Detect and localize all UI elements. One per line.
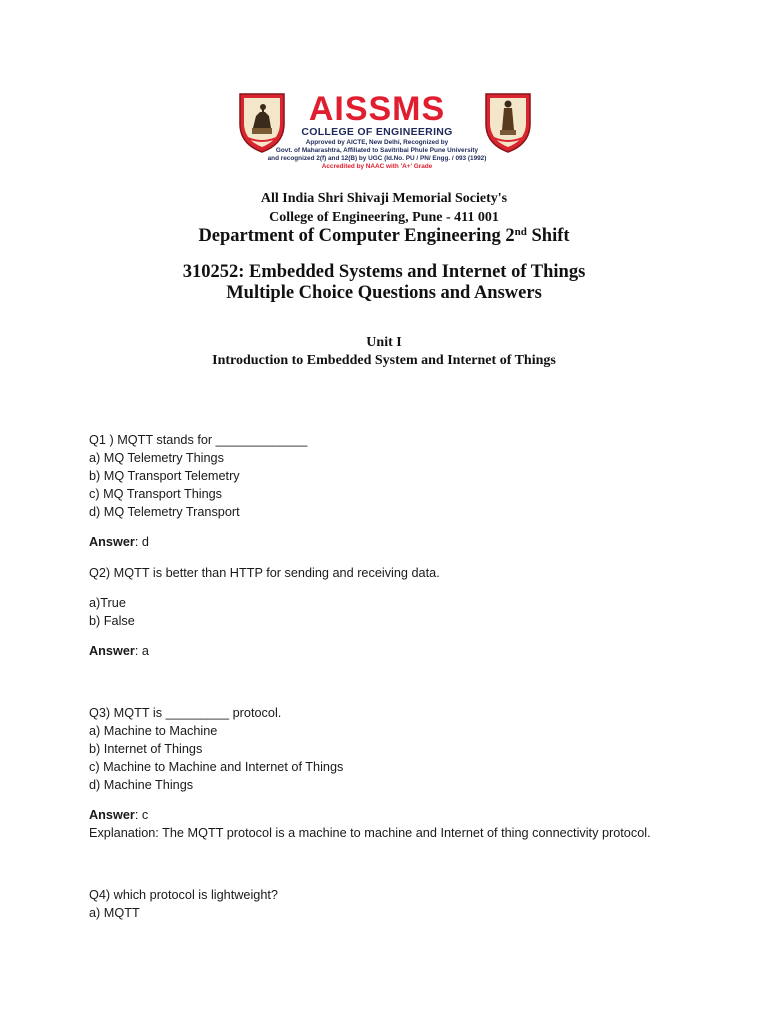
department-prefix: Department of Computer Engineering 2 <box>198 226 515 246</box>
unit-heading: Unit I <box>366 335 402 350</box>
answer-option: d) MQ Telemetry Transport <box>89 505 240 519</box>
answer-label: Answer <box>89 644 135 658</box>
approval-line: Govt. of Maharashtra, Affiliated to Savitribai Phule Pune University <box>275 147 479 154</box>
explanation-text: Explanation: The MQTT protocol is a machine to machine and Internet of thing connectivity protocol. <box>89 826 651 840</box>
answer-option: a) Machine to Machine <box>89 724 218 738</box>
accreditation-line: Accredited by NAAC with 'A+' Grade <box>321 163 433 170</box>
unit-title: Introduction to Embedded System and Internet of Things <box>212 353 556 368</box>
answer-option: a) MQ Telemetry Things <box>89 451 224 465</box>
question-list <box>89 431 729 922</box>
course-title: 310252: Embedded Systems and Internet of Things <box>182 262 586 282</box>
question-text: Q3) MQTT is _________ protocol. <box>89 706 282 720</box>
founder-statue-emblem <box>480 90 536 154</box>
answer-option: b) Internet of Things <box>89 742 203 756</box>
answer-line <box>89 533 729 551</box>
brand-subtitle: COLLEGE OF ENGINEERING <box>301 126 453 138</box>
answer-label: Answer <box>89 808 135 822</box>
answer-option: c) MQ Transport Things <box>89 487 223 501</box>
answer-label: Answer <box>89 535 135 549</box>
college-brand <box>262 92 492 171</box>
answer-line <box>89 642 729 660</box>
answer-option: d) Machine Things <box>89 778 194 792</box>
question-text: Q1 ) MQTT stands for _____________ <box>89 433 308 447</box>
brand-name: AISSMS <box>308 90 446 128</box>
society-name: All India Shri Shivaji Memorial Society's <box>260 191 508 206</box>
answer-value: : a <box>134 644 149 658</box>
question-text: Q4) which protocol is lightweight? <box>89 888 278 902</box>
answer-line <box>89 806 729 824</box>
answer-option: a) MQTT <box>89 906 140 920</box>
answer-option: b) False <box>89 614 135 628</box>
answer-value: : d <box>134 535 149 549</box>
answer-option: b) MQ Transport Telemetry <box>89 469 240 483</box>
document-subtitle: Multiple Choice Questions and Answers <box>226 283 542 303</box>
answer-option: c) Machine to Machine and Internet of Things <box>89 760 344 774</box>
approval-line: Approved by AICTE, New Delhi, Recognized by <box>305 139 449 146</box>
department-title <box>0 226 768 247</box>
approval-line: and recognized 2(f) and 12(B) by UGC (Id.No. PU / PN/ Engg. / 093 (1992) <box>267 155 487 162</box>
answer-value: : c <box>134 808 149 822</box>
college-header <box>0 90 768 170</box>
department-suffix: Shift <box>526 226 570 246</box>
department-ordinal: nd <box>514 226 527 238</box>
answer-option: a)True <box>89 596 126 610</box>
college-address: College of Engineering, Pune - 411 001 <box>269 210 499 225</box>
question-text: Q2) MQTT is better than HTTP for sending and receiving data. <box>89 566 440 580</box>
